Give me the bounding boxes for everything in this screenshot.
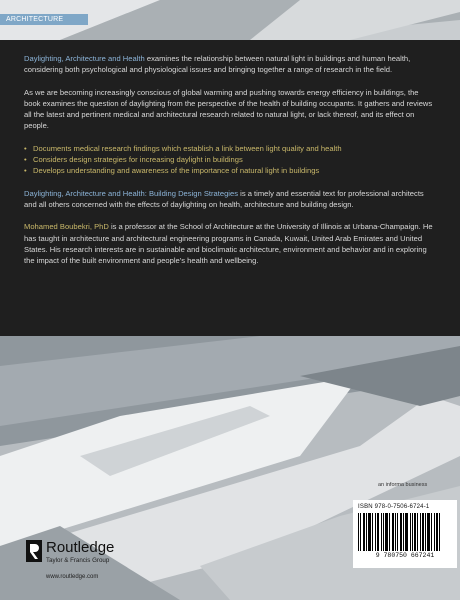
intro-text: examines the relationship between natural light in buildings and human health, considering both psychological and physiological issues and bringing together a range of research in the field. xyxy=(24,54,411,75)
audience-text: is a timely and essential text for professional architects and all others concerned with the effects of daylighting on health, architecture and building design. xyxy=(24,188,424,209)
barcode-panel xyxy=(353,500,457,568)
routledge-logo-icon xyxy=(26,540,42,562)
author-bio-paragraph xyxy=(24,221,436,266)
barcode-icon xyxy=(358,513,452,551)
publisher-group: Taylor & Francis Group xyxy=(46,557,110,564)
publisher-url[interactable]: www.routledge.com xyxy=(46,574,99,580)
category-tag: ARCHITECTURE xyxy=(0,14,88,25)
context-paragraph: As we are becoming increasingly conscious of global warming and pushing towards energy efficiency in buildings, the book examines the question of daylighting from the perspective of the health of building occupants. It gathers and reviews all the latest and pertinent medical and architectural research related to natural light, or lack thereof, and its effect on people. xyxy=(24,87,433,131)
barcode-digits: 9 780750 667241 xyxy=(375,552,435,559)
publisher-name: Routledge xyxy=(46,539,115,556)
author-bio-text: is a professor at the School of Architecture at the University of Illinois at Urbana-Champaign. He has taught in architecture and architectural engineering programs in Canada, Kuwait, United Arab Emirates and United States. His research interests are in sustainable and bioclimatic architecture, environment and behavior and in exploring the impact of the built environment and people's health and wellbeing. xyxy=(24,222,433,266)
feature-item: • Documents medical research findings which establish a link between light quality and health xyxy=(24,143,342,153)
full-title-highlight: Daylighting, Architecture and Health: Building Design Strategies xyxy=(24,188,239,198)
publisher-logo xyxy=(26,540,114,564)
isbn-number: ISBN 978-0-7506-6724-1 xyxy=(358,504,430,510)
intro-paragraph xyxy=(24,53,436,76)
informa-tagline: an informa business xyxy=(378,482,428,488)
feature-item: • Considers design strategies for increasing daylight in buildings xyxy=(24,155,243,165)
book-title-highlight: Daylighting, Architecture and Health xyxy=(24,54,145,63)
audience-paragraph xyxy=(24,188,436,211)
author-name: Mohamed Boubekri, PhD xyxy=(24,222,109,232)
description-panel xyxy=(0,40,460,336)
feature-list xyxy=(24,143,436,177)
feature-item: • Develops understanding and awareness of the importance of natural light in buildings xyxy=(24,166,320,176)
